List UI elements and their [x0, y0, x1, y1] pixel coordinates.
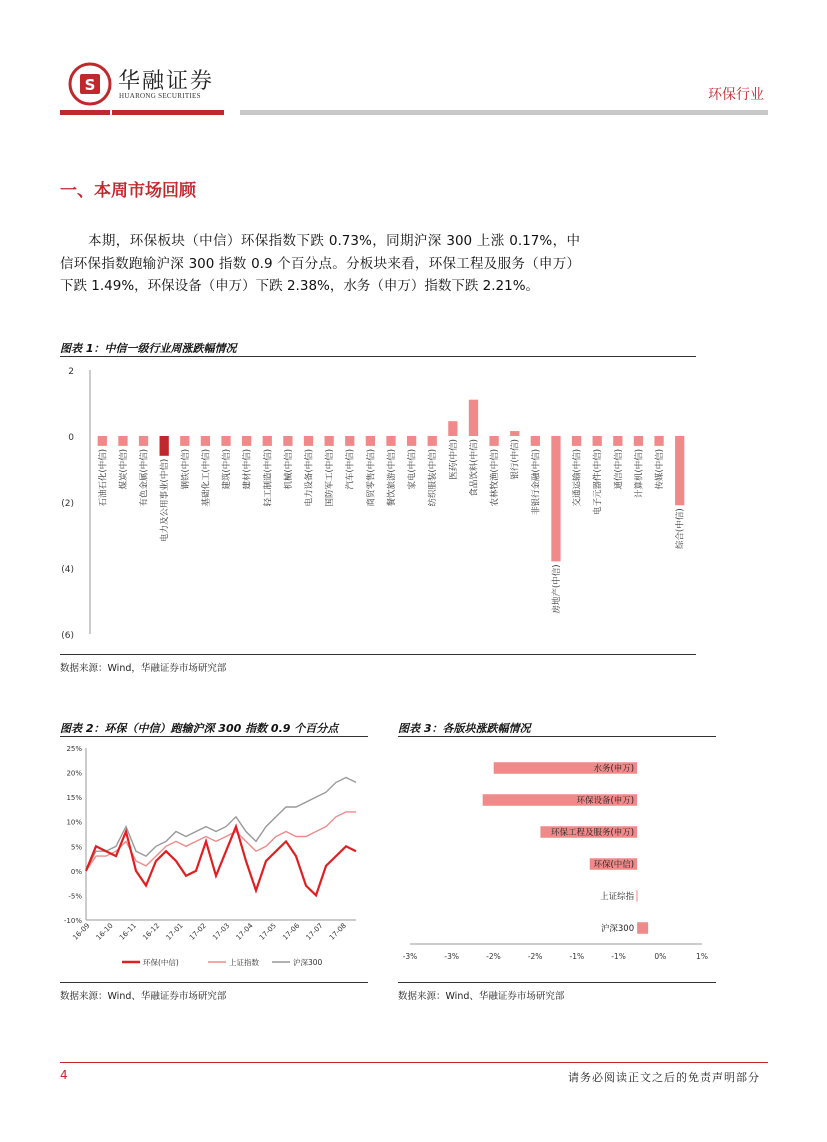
chart2-x-tick-label: 17-08	[327, 921, 348, 942]
chart2-x-tick-label: 17-03	[211, 921, 232, 942]
chart1-bar	[675, 436, 684, 505]
chart3-x-tick-label: -3%	[402, 952, 418, 961]
chart3-bar	[637, 922, 648, 934]
figure1-source: 数据来源：Wind，华融证券市场研究部	[60, 663, 227, 674]
chart1-bar	[551, 436, 560, 561]
chart1-category-label: 传媒(中信)	[655, 448, 666, 490]
figure1-top-rule	[60, 356, 696, 357]
chart1-bar	[324, 436, 333, 446]
figure3-title: 图表 3：各版块涨跌幅情况	[398, 722, 531, 735]
chart1-category-label: 医药(中信)	[448, 439, 459, 480]
chart1-category-label: 电子元器件(中信)	[593, 448, 604, 516]
chart2-legend-label: 沪深300	[293, 958, 323, 967]
chart3-x-tick-label: 0%	[654, 952, 667, 961]
chart1-category-label: 通信(中信)	[613, 448, 624, 490]
chart1-category-label: 汽车(中信)	[345, 448, 356, 490]
company-logo	[68, 62, 112, 106]
chart1-category-label: 石油石化(中信)	[98, 448, 109, 507]
chart3-category-label: 环保(中信)	[593, 860, 635, 870]
chart2-x-tick-label: 17-07	[304, 921, 325, 942]
chart1-bar	[613, 436, 622, 446]
chart1-bar	[593, 436, 602, 446]
chart3-x-tick-label: -2%	[486, 952, 501, 961]
chart1-y-tick-label: 0	[68, 433, 74, 443]
chart1-category-label: 钢铁(中信)	[180, 448, 191, 490]
chart3-x-tick-label: -1%	[569, 952, 585, 961]
chart2-y-tick-label: 15%	[66, 794, 82, 803]
chart2-x-tick-label: 16-10	[94, 921, 115, 942]
chart2-x-tick-label: 16-09	[71, 921, 92, 942]
figure1-title: 图表 1：中信一级行业周涨跌幅情况	[60, 342, 237, 355]
chart1-bar	[139, 436, 148, 446]
chart1-bar	[345, 436, 354, 446]
chart1-category-label: 计算机(中信)	[634, 448, 645, 499]
chart1-y-tick-label: (2)	[61, 499, 74, 509]
chart1-category-label: 基础化工(中信)	[201, 448, 212, 507]
chart1-bar	[160, 436, 169, 456]
chart2-y-tick-label: 20%	[66, 769, 82, 778]
chart1-bar	[201, 436, 210, 446]
chart1-bar	[242, 436, 251, 446]
chart2-y-tick-label: 10%	[66, 818, 82, 827]
header-bar-dark	[60, 110, 110, 115]
company-name-cn: 华融证券	[118, 69, 215, 94]
footer-disclaimer: 请务必阅读正文之后的免责声明部分	[568, 1071, 760, 1084]
chart2-x-tick-label: 17-02	[187, 921, 209, 942]
chart2-y-tick-label: 25%	[66, 745, 82, 753]
logo-glyph: S	[84, 76, 96, 94]
industry-label: 环保行业	[708, 87, 764, 103]
chart1-bar	[118, 436, 127, 446]
chart1-category-label: 交通运输(中信)	[572, 448, 583, 507]
chart1-bar	[448, 421, 457, 436]
chart1-category-label: 煤炭(中信)	[118, 448, 129, 490]
chart3-category-label: 环保工程及服务(申万)	[550, 828, 635, 838]
figure2-source: 数据来源：Wind、华融证券市场研究部	[60, 991, 227, 1002]
chart1-bar	[531, 436, 540, 446]
chart3-x-tick-label: 1%	[696, 952, 708, 961]
chart1-category-label: 食品饮料(中信)	[469, 439, 480, 497]
chart1-y-tick-label: (4)	[61, 565, 74, 575]
chart1-bar	[366, 436, 375, 446]
chart1-category-label: 有色金属(中信)	[139, 448, 150, 507]
chart2-x-tick-label: 16-12	[141, 921, 162, 942]
chart1-bar	[221, 436, 230, 446]
chart1-bar	[489, 436, 498, 446]
chart1-category-label: 电力及公用事业(中信)	[160, 458, 171, 542]
chart1-category-label: 商贸零售(中信)	[366, 448, 377, 507]
chart1-bar	[386, 436, 395, 446]
chart1-category-label: 轻工制造(中信)	[263, 448, 274, 507]
chart1-bar	[407, 436, 416, 446]
chart1-bar	[98, 436, 107, 446]
chart3-x-tick-label: -2%	[527, 952, 543, 961]
chart3-category-label: 水务(申万)	[593, 764, 635, 774]
figure3-chart	[398, 740, 716, 980]
chart3-category-label: 上证综指	[600, 892, 635, 902]
section-title: 一、本周市场回顾	[60, 181, 196, 201]
header-bar-grey	[240, 110, 768, 115]
chart2-series-line	[86, 778, 356, 871]
chart1-bar	[572, 436, 581, 446]
figure2-chart	[60, 740, 370, 980]
chart2-y-tick-label: 0%	[70, 867, 82, 876]
chart1-category-label: 银行(中信)	[510, 439, 521, 480]
chart2-x-tick-label: 17-04	[234, 921, 255, 942]
figure3-bottom-rule	[398, 982, 716, 983]
chart2-legend-label: 环保(中信)	[143, 958, 179, 967]
chart1-category-label: 机械(中信)	[283, 448, 294, 490]
chart2-series-line	[86, 827, 356, 896]
chart2-y-tick-label: -5%	[68, 892, 82, 901]
chart2-y-tick-label: 5%	[70, 843, 82, 852]
chart3-x-tick-label: -3%	[444, 952, 460, 961]
chart1-y-tick-label: (6)	[61, 631, 74, 641]
chart3-bar	[636, 890, 637, 902]
figure3-source: 数据来源：Wind、华融证券市场研究部	[398, 991, 565, 1002]
chart1-bar	[180, 436, 189, 446]
chart1-bar	[428, 436, 437, 446]
figure1-bottom-rule	[60, 654, 696, 655]
chart1-bar	[634, 436, 643, 446]
chart1-category-label: 纺织服装(中信)	[428, 448, 439, 507]
chart3-category-label: 环保设备(申万)	[576, 796, 635, 806]
chart1-category-label: 房地产(中信)	[551, 564, 562, 614]
chart1-bar	[469, 400, 478, 436]
chart2-legend-label: 上证指数	[229, 958, 259, 967]
chart1-category-label: 建筑(中信)	[222, 448, 233, 490]
header-bar-red	[112, 110, 224, 115]
footer-rule	[60, 1062, 768, 1063]
chart1-bar	[510, 431, 519, 436]
figure3-top-rule	[398, 736, 716, 737]
chart1-category-label: 电力设备(中信)	[304, 448, 315, 507]
chart1-category-label: 国防军工(中信)	[325, 448, 336, 507]
chart1-category-label: 农林牧渔(中信)	[490, 448, 501, 507]
chart1-bar	[654, 436, 663, 446]
chart3-x-tick-label: -1%	[611, 952, 626, 961]
figure2-title: 图表 2：环保（中信）跑输沪深 300 指数 0.9 个百分点	[60, 722, 339, 735]
figure1-chart	[60, 358, 696, 654]
chart1-category-label: 餐饮旅游(中信)	[387, 448, 397, 507]
chart1-category-label: 家电(中信)	[407, 448, 418, 490]
chart2-x-tick-label: 17-01	[164, 921, 185, 942]
chart1-category-label: 建材(中信)	[242, 448, 253, 490]
company-name-en: HUARONG SECURITIES	[119, 92, 201, 100]
header	[0, 0, 827, 120]
chart2-x-tick-label: 16-11	[118, 921, 139, 942]
figure2-top-rule	[60, 736, 368, 737]
chart3-category-label: 沪深300	[600, 924, 635, 934]
chart2-y-tick-label: -10%	[63, 917, 82, 925]
figure2-bottom-rule	[60, 982, 368, 983]
chart1-category-label: 非银行金融(中信)	[531, 448, 542, 516]
chart1-bar	[283, 436, 292, 446]
chart2-x-tick-label: 17-06	[281, 921, 302, 942]
chart1-bar	[263, 436, 272, 446]
chart1-bar	[304, 436, 313, 446]
chart1-category-label: 综合(中信)	[675, 508, 686, 549]
section-paragraph: 本期，环保板块（中信）环保指数下跌 0.73%，同期沪深 300 上涨 0.17%，中信环保指数跑输沪深 300 指数 0.9 个百分点。分板块来看，环保工程及服务（申万）下跌 1.49%，环保设备（申万）下跌 2.38%，水务（申万）指数下跌 2.21%。	[60, 233, 580, 294]
page-number: 4	[60, 1068, 68, 1082]
chart1-y-tick-label: 2	[68, 367, 74, 377]
chart2-x-tick-label: 17-05	[257, 921, 278, 942]
